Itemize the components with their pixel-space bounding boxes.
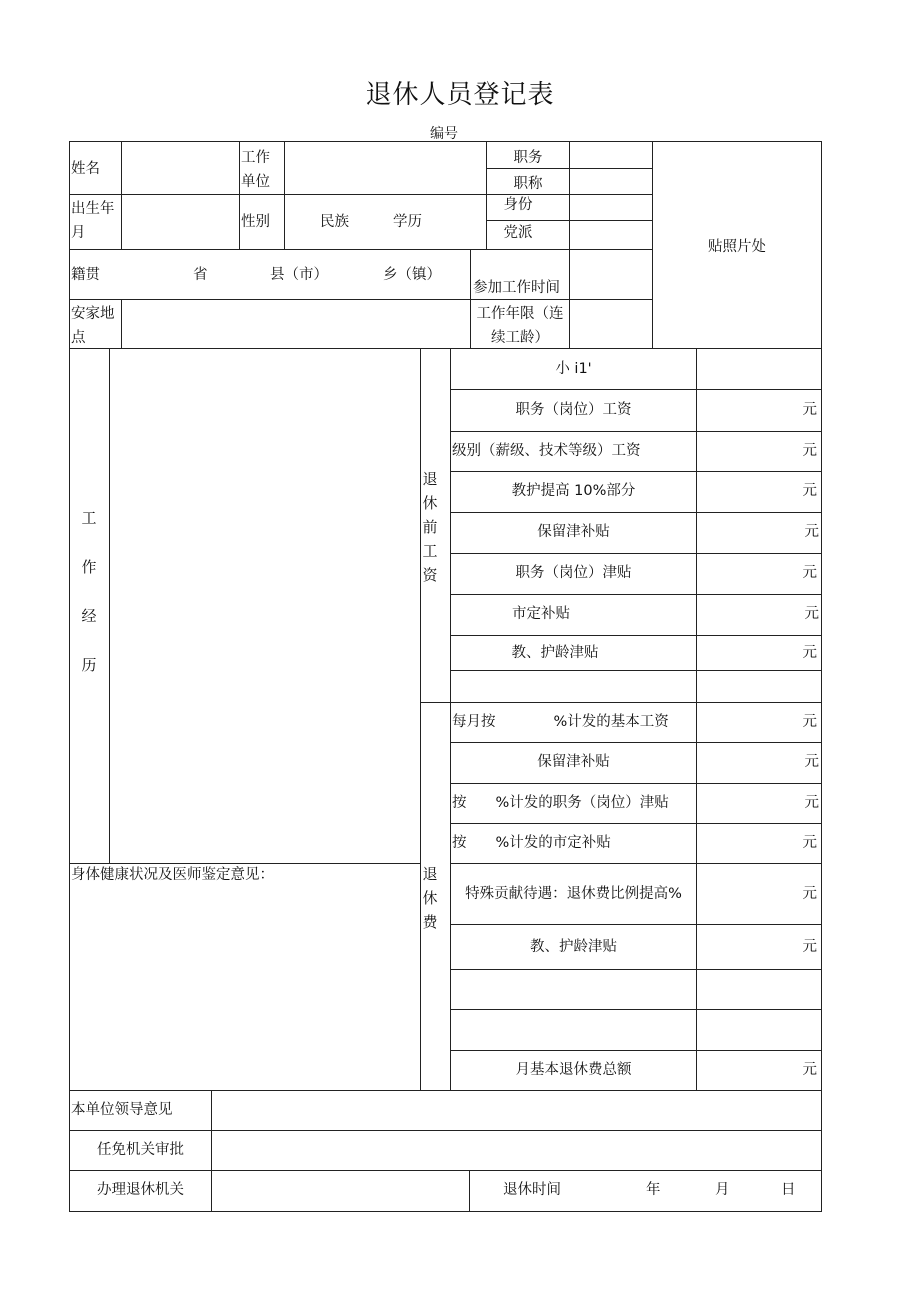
pension-row-label: 教、护龄津贴 bbox=[530, 939, 617, 955]
retire-day-label: 日 bbox=[781, 1182, 796, 1198]
pension-total-amount[interactable]: 元 bbox=[802, 1062, 817, 1078]
salary-row-label: 教护提高 10%部分 bbox=[511, 483, 636, 499]
party-label: 党派 bbox=[503, 225, 533, 241]
work-history-label: 工作经历 bbox=[81, 509, 97, 674]
service-years-label: 工作年限（连续工龄） bbox=[476, 306, 564, 346]
pension-row-amount[interactable]: 元 bbox=[802, 939, 817, 955]
position-field[interactable] bbox=[571, 143, 651, 167]
work-unit-field[interactable] bbox=[286, 145, 484, 193]
birth-date-label: 出生年月 bbox=[71, 201, 115, 241]
settle-address-field[interactable] bbox=[123, 301, 469, 347]
start-work-time-field[interactable] bbox=[571, 251, 651, 298]
retire-month-label: 月 bbox=[715, 1182, 730, 1198]
salary-row-amount[interactable]: 元 bbox=[802, 402, 817, 418]
ethnicity-label: 民族 bbox=[320, 214, 349, 230]
serial-number-label: 编号 bbox=[430, 126, 458, 142]
pension-label: 退休费 bbox=[422, 865, 438, 931]
retire-time-label: 退休时间 bbox=[503, 1182, 561, 1198]
page-title: 退休人员登记表 bbox=[365, 80, 555, 110]
health-assessment-label: 身体健康状况及医师鉴定意见： bbox=[71, 867, 274, 883]
handling-authority-field[interactable] bbox=[213, 1172, 468, 1210]
pension-row-amount[interactable]: 元 bbox=[802, 714, 817, 730]
salary-row-label: 级别（薪级、技术等级）工资 bbox=[452, 443, 641, 459]
education-label: 学历 bbox=[393, 214, 422, 230]
county-label: 县（市） bbox=[270, 267, 328, 283]
salary-row-label: 职务（岗位）工资 bbox=[515, 402, 632, 418]
salary-row-label: 保留津补贴 bbox=[537, 524, 610, 540]
birth-date-field[interactable] bbox=[122, 196, 238, 248]
salary-row-amount[interactable]: 元 bbox=[804, 606, 819, 622]
pension-row-label: 按 %计发的市定补贴 bbox=[452, 835, 611, 851]
native-place-label: 籍贯 bbox=[71, 267, 100, 283]
pension-total-label: 月基本退休费总额 bbox=[515, 1062, 632, 1078]
salary-row-label: 教、护龄津贴 bbox=[511, 645, 599, 661]
start-work-time-label: 参加工作时间 bbox=[473, 280, 560, 296]
name-field[interactable] bbox=[122, 145, 238, 193]
identity-label: 身份 bbox=[503, 197, 533, 213]
salary-row-amount[interactable]: 元 bbox=[802, 443, 817, 459]
salary-row-label: 小 i1' bbox=[555, 361, 592, 377]
pension-row-amount[interactable]: 元 bbox=[804, 795, 819, 811]
photo-placeholder: 贴照片处 bbox=[708, 239, 766, 255]
party-field[interactable] bbox=[571, 222, 651, 248]
pension-row-label: 特殊贡献待遇：退休费比例提高% bbox=[465, 886, 682, 902]
pension-row-amount[interactable]: 元 bbox=[802, 835, 817, 851]
pre-retirement-salary-label: 退休前工资 bbox=[422, 470, 438, 584]
position-label: 职务 bbox=[513, 150, 543, 166]
province-label: 省 bbox=[193, 267, 208, 283]
pension-row-label: 保留津补贴 bbox=[537, 754, 610, 770]
settle-address-text: 安家地点 bbox=[71, 306, 115, 346]
salary-row-amount[interactable]: 元 bbox=[802, 645, 817, 661]
health-assessment-field[interactable] bbox=[71, 888, 419, 1088]
appointing-authority-field[interactable] bbox=[213, 1132, 820, 1169]
pension-row-label: 按 %计发的职务（岗位）津贴 bbox=[452, 795, 669, 811]
handling-authority-label: 办理退休机关 bbox=[97, 1182, 184, 1198]
pension-row-amount[interactable]: 元 bbox=[804, 754, 819, 770]
pension-row-label: 每月按 %计发的基本工资 bbox=[452, 714, 669, 730]
pension-row-amount[interactable]: 元 bbox=[802, 886, 817, 902]
appointing-authority-label: 任免机关审批 bbox=[97, 1142, 184, 1158]
township-label: 乡（镇） bbox=[383, 267, 441, 283]
salary-row-amount[interactable]: 元 bbox=[802, 483, 817, 499]
salary-row-label: 市定补贴 bbox=[512, 606, 570, 622]
work-unit-label: 工作单位 bbox=[241, 150, 270, 190]
leader-opinion-label: 本单位领导意见 bbox=[71, 1102, 173, 1118]
name-label: 姓名 bbox=[71, 161, 100, 177]
leader-opinion-field[interactable] bbox=[213, 1092, 820, 1129]
identity-field[interactable] bbox=[571, 196, 651, 219]
professional-title-label: 职称 bbox=[513, 176, 543, 192]
work-history-field[interactable] bbox=[111, 350, 419, 862]
retire-year-label: 年 bbox=[646, 1182, 661, 1198]
salary-row-amount[interactable]: 元 bbox=[804, 524, 819, 540]
professional-title-field[interactable] bbox=[571, 170, 651, 194]
salary-row-amount[interactable]: 元 bbox=[802, 565, 817, 581]
service-years-field[interactable] bbox=[571, 301, 651, 347]
gender-label: 性别 bbox=[241, 214, 270, 230]
salary-row-label: 职务（岗位）津贴 bbox=[515, 565, 632, 581]
